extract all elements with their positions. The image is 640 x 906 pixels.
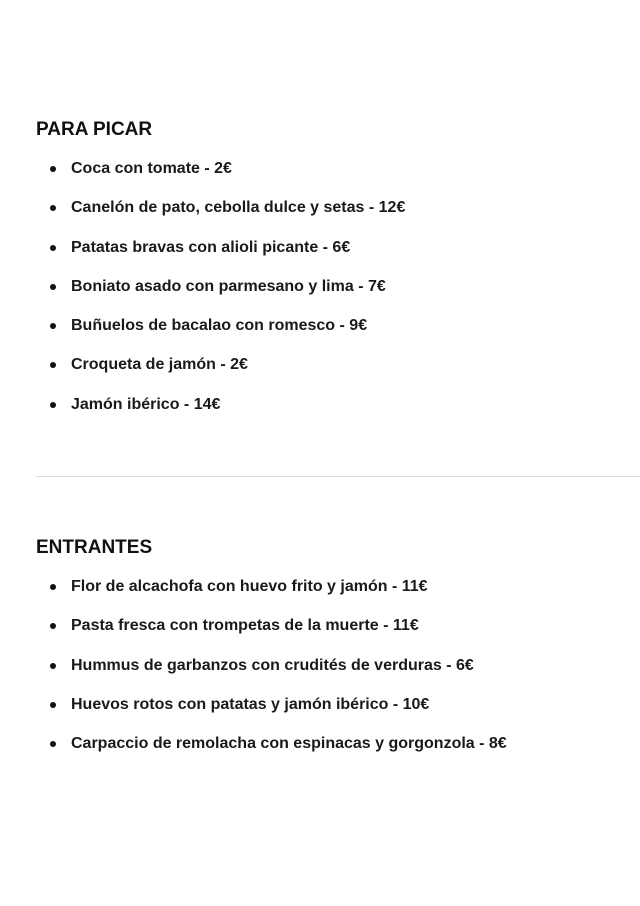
bullet-icon [50, 323, 56, 329]
section-title: ENTRANTES [36, 537, 153, 558]
list-item [36, 655, 640, 694]
menu-item-text: Patatas bravas con alioli picante - 6€ [71, 238, 351, 256]
menu-list [36, 576, 640, 772]
menu-item-text: Hummus de garbanzos con crudités de verduras - 6€ [71, 656, 474, 674]
list-item [36, 733, 640, 772]
menu-item-text: Carpaccio de remolacha con espinacas y gorgonzola - 8€ [71, 735, 507, 753]
list-item [36, 315, 640, 354]
menu-item-text: Pasta fresca con trompetas de la muerte - 11€ [71, 617, 419, 635]
bullet-icon [50, 741, 56, 747]
bullet-icon [50, 584, 56, 590]
list-item [36, 615, 640, 654]
section-divider [36, 476, 640, 477]
section-title: PARA PICAR [36, 119, 153, 140]
menu-item-text: Canelón de pato, cebolla dulce y setas - 12€ [71, 199, 406, 217]
list-item [36, 694, 640, 733]
section-entrantes [36, 536, 640, 772]
bullet-icon [50, 702, 56, 708]
menu-item-text: Croqueta de jamón - 2€ [71, 356, 248, 374]
list-item [36, 197, 640, 236]
bullet-icon [50, 663, 56, 669]
menu-item-text: Huevos rotos con patatas y jamón ibérico - 10€ [71, 695, 430, 713]
menu-item-text: Jamón ibérico - 14€ [71, 395, 221, 413]
bullet-icon [50, 205, 56, 211]
list-item [36, 354, 640, 393]
menu-item-text: Buñuelos de bacalao con romesco - 9€ [71, 317, 368, 335]
menu-item-text: Boniato asado con parmesano y lima - 7€ [71, 277, 386, 295]
bullet-icon [50, 623, 56, 629]
bullet-icon [50, 362, 56, 368]
list-item [36, 237, 640, 276]
section-para-picar [36, 118, 640, 433]
list-item [36, 394, 640, 433]
menu-item-text: Coca con tomate - 2€ [71, 160, 232, 177]
list-item [36, 276, 640, 315]
menu-list [36, 158, 640, 433]
bullet-icon [50, 402, 56, 408]
bullet-icon [50, 284, 56, 290]
bullet-icon [50, 245, 56, 251]
bullet-icon [50, 166, 56, 172]
list-item [36, 158, 640, 197]
list-item [36, 576, 640, 615]
menu-item-text: Flor de alcachofa con huevo frito y jamón - 11€ [71, 578, 428, 595]
